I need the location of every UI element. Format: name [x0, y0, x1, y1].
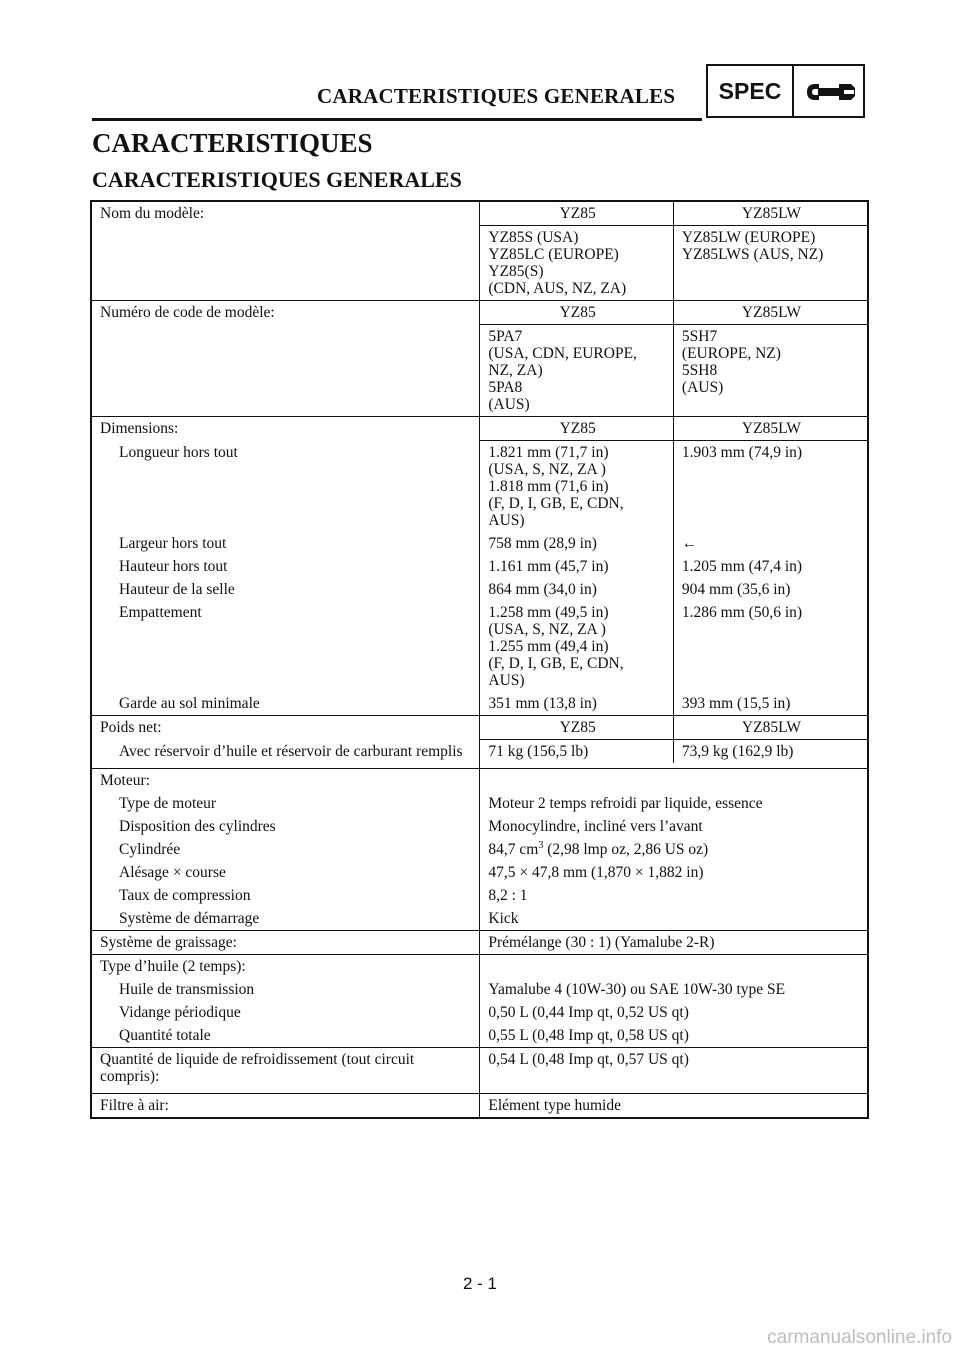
cell-value: YZ85S (USA) YZ85LC (EUROPE) YZ85(S) (CDN, AUS, NZ, ZA) — [480, 226, 674, 301]
table-row — [91, 1001, 868, 1024]
table-row — [91, 955, 868, 979]
column-header: YZ85 — [480, 201, 674, 226]
table-row — [91, 1024, 868, 1048]
table-row — [91, 838, 868, 861]
cell-value: 0,50 L (0,44 Imp qt, 0,52 US qt) — [480, 1001, 868, 1024]
table-row — [91, 417, 868, 441]
wrench-icon — [803, 78, 857, 106]
watermark: carmanualsonline.info — [767, 1327, 952, 1348]
cell-value: Yamalube 4 (10W-30) ou SAE 10W-30 type SE — [480, 978, 868, 1001]
row-label: Hauteur de la selle — [119, 581, 235, 598]
cell-value: 904 mm (35,6 in) — [673, 578, 868, 601]
row-label: Cylindrée — [119, 841, 181, 858]
table-row — [91, 792, 868, 815]
row-label: Système de graissage: — [91, 931, 480, 955]
column-header: YZ85 — [480, 301, 674, 325]
column-header: YZ85 — [480, 716, 674, 740]
cell-value: 1.286 mm (50,6 in) — [673, 601, 868, 692]
cell-value: 864 mm (34,0 in) — [480, 578, 674, 601]
row-label: Quantité totale — [119, 1027, 211, 1044]
table-row — [91, 861, 868, 884]
row-label: Type de moteur — [119, 795, 217, 812]
cell-value: 8,2 : 1 — [480, 884, 868, 907]
table-row — [91, 555, 868, 578]
row-label: Taux de compression — [119, 887, 251, 904]
cell-value: 5PA7 (USA, CDN, EUROPE, NZ, ZA) 5PA8 (AUS) — [480, 325, 674, 417]
table-row — [91, 769, 868, 793]
cell-value: Moteur 2 temps refroidi par liquide, essence — [480, 792, 868, 815]
table-row — [91, 1094, 868, 1119]
arrow-left-icon: ← — [673, 532, 868, 555]
column-header: YZ85LW — [673, 716, 868, 740]
row-label: Quantité de liquide de refroidissement (tout circuit compris): — [91, 1048, 480, 1089]
row-label: Vidange périodique — [119, 1004, 241, 1021]
table-row — [91, 441, 868, 533]
table-row — [91, 1048, 868, 1089]
row-label: Dimensions: — [91, 417, 480, 441]
page-number: 2 - 1 — [462, 1274, 498, 1293]
table-row — [91, 815, 868, 838]
row-label: Hauteur hors tout — [119, 558, 228, 575]
table-row — [91, 301, 868, 325]
table-row — [91, 716, 868, 740]
row-label: Filtre à air: — [91, 1094, 480, 1119]
row-label: Largeur hors tout — [119, 535, 227, 552]
row-label: Numéro de code de modèle: — [91, 301, 480, 325]
header-title: CARACTERISTIQUES GENERALES — [317, 84, 676, 108]
spec-badge-divider — [792, 66, 794, 116]
cell-value: 351 mm (13,8 in) — [480, 692, 674, 716]
table-row — [91, 578, 868, 601]
spec-badge-label: SPEC — [718, 78, 782, 104]
row-label: Type d’huile (2 temps): — [91, 955, 480, 979]
cell-value: 84,7 $cm^3$ (2,98 lmp oz, 2,86 US oz) — [480, 838, 868, 861]
cell-value: 758 mm (28,9 in) — [480, 532, 674, 555]
spec-badge — [706, 64, 865, 118]
cell-value: 1.821 mm (71,7 in) (USA, S, NZ, ZA ) 1.818 mm (71,6 in) (F, D, I, GB, E, CDN, AUS) — [480, 441, 674, 533]
table-row — [91, 532, 868, 555]
table-row — [91, 978, 868, 1001]
row-label: Garde au sol minimale — [119, 695, 260, 712]
table-row — [91, 325, 868, 417]
cell-value: Monocylindre, incliné vers l’avant — [480, 815, 868, 838]
table-row — [91, 931, 868, 955]
cell-value: 1.258 mm (49,5 in) (USA, S, NZ, ZA ) 1.255 mm (49,4 in) (F, D, I, GB, E, CDN, AUS) — [480, 601, 674, 692]
row-label: Empattement — [119, 604, 202, 621]
cell-value: 1.205 mm (47,4 in) — [673, 555, 868, 578]
row-label: Longueur hors tout — [119, 443, 238, 461]
cell-value: 47,5 × 47,8 mm (1,870 × 1,882 in) — [480, 861, 868, 884]
cell-value: 73,9 kg (162,9 lb) — [673, 740, 868, 764]
cell-value: 0,55 L (0,48 Imp qt, 0,58 US qt) — [480, 1024, 868, 1048]
cell-value: 0,54 L (0,48 Imp qt, 0,57 US qt) — [480, 1048, 868, 1089]
row-label: Poids net: — [91, 716, 480, 740]
table-row — [91, 692, 868, 716]
cell-value: 1.903 mm (74,9 in) — [673, 441, 868, 533]
page-title: CARACTERISTIQUES — [92, 128, 373, 158]
cell-value: YZ85LW (EUROPE) YZ85LWS (AUS, NZ) — [673, 226, 868, 301]
table-row — [91, 201, 868, 226]
row-label: Disposition des cylindres — [119, 818, 276, 835]
section-title: CARACTERISTIQUES GENERALES — [92, 167, 462, 192]
row-label: Moteur: — [91, 769, 480, 793]
header-rule — [92, 118, 702, 121]
table-row — [91, 226, 868, 301]
cell-value: 393 mm (15,5 in) — [673, 692, 868, 716]
spec-table — [90, 200, 869, 1119]
cell-value: Kick — [480, 907, 868, 931]
row-label: Huile de transmission — [119, 981, 255, 998]
row-label: Système de démarrage — [119, 910, 260, 927]
table-row — [91, 907, 868, 931]
cell-value: 1.161 mm (45,7 in) — [480, 555, 674, 578]
column-header: YZ85LW — [673, 417, 868, 441]
table-row — [91, 884, 868, 907]
table-row — [91, 601, 868, 692]
cell-value: Elément type humide — [480, 1094, 868, 1119]
column-header: YZ85LW — [673, 301, 868, 325]
table-row — [91, 740, 868, 764]
row-label: Nom du modèle: — [100, 205, 205, 222]
cell-value: 5SH7 (EUROPE, NZ) 5SH8 (AUS) — [673, 325, 868, 417]
column-header: YZ85LW — [673, 201, 868, 226]
cell-value: Prémélange (30 : 1) (Yamalube 2-R) — [480, 931, 868, 955]
cell-value: 71 kg (156,5 lb) — [480, 740, 674, 764]
row-label: Avec réservoir d’huile et réservoir de carburant remplis — [119, 742, 463, 760]
column-header: YZ85 — [480, 417, 674, 441]
row-label: Alésage × course — [119, 864, 226, 881]
